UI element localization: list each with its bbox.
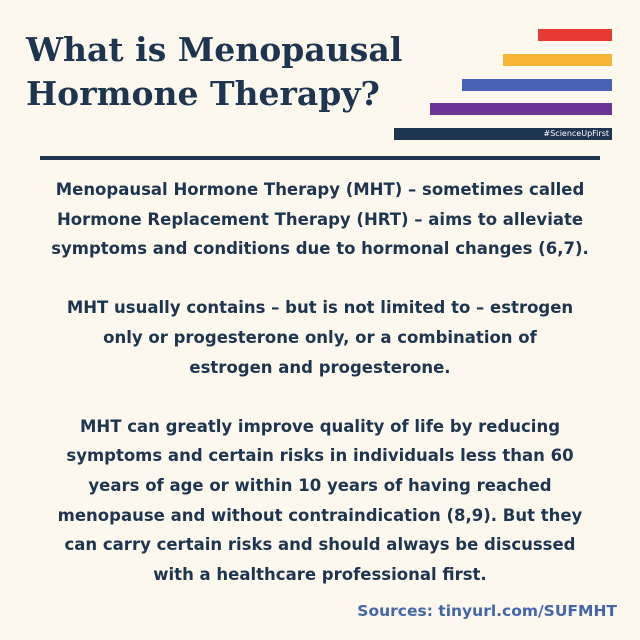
paragraph-benefits (30, 412, 610, 590)
text-line: Hormone Replacement Therapy (HRT) – aims to alleviate (56, 209, 584, 229)
text-line: MHT usually contains – but is not limited to – estrogen (66, 298, 574, 318)
paragraph-composition (30, 293, 610, 382)
text-line: menopause and without contraindication (8,9). But they (57, 505, 583, 525)
title-divider (40, 156, 600, 160)
hashtag-bar (394, 128, 612, 140)
body-text (30, 175, 610, 589)
red-stripe (538, 29, 612, 41)
hashtag-label: #ScienceUpFirst (543, 129, 609, 138)
text-line: years of age or within 10 years of having reached (88, 475, 552, 495)
text-line: symptoms and certain risks in individuals less than 60 (66, 446, 574, 466)
text-line: MHT can greatly improve quality of life by reducing (79, 416, 561, 436)
page-title (26, 28, 426, 116)
text-line: can carry certain risks and should always be discussed (64, 535, 576, 555)
title-line-2: Hormone Therapy? (26, 74, 380, 113)
purple-stripe (430, 103, 612, 115)
text-line: only or progesterone only, or a combination of (103, 327, 537, 347)
yellow-stripe (503, 54, 612, 66)
paragraph-gap (30, 382, 610, 412)
paragraph-gap (30, 264, 610, 294)
text-line: estrogen and progesterone. (189, 357, 451, 377)
text-line: symptoms and conditions due to hormonal changes (6,7). (51, 239, 589, 259)
text-line: Menopausal Hormone Therapy (MHT) – sometimes called (55, 180, 585, 199)
text-line: with a healthcare professional first. (153, 564, 487, 584)
paragraph-definition (30, 175, 610, 264)
blue-stripe (462, 79, 612, 91)
title-line-1: What is Menopausal (26, 30, 403, 69)
sources-link[interactable]: Sources: tinyurl.com/SUFMHT (357, 602, 617, 620)
